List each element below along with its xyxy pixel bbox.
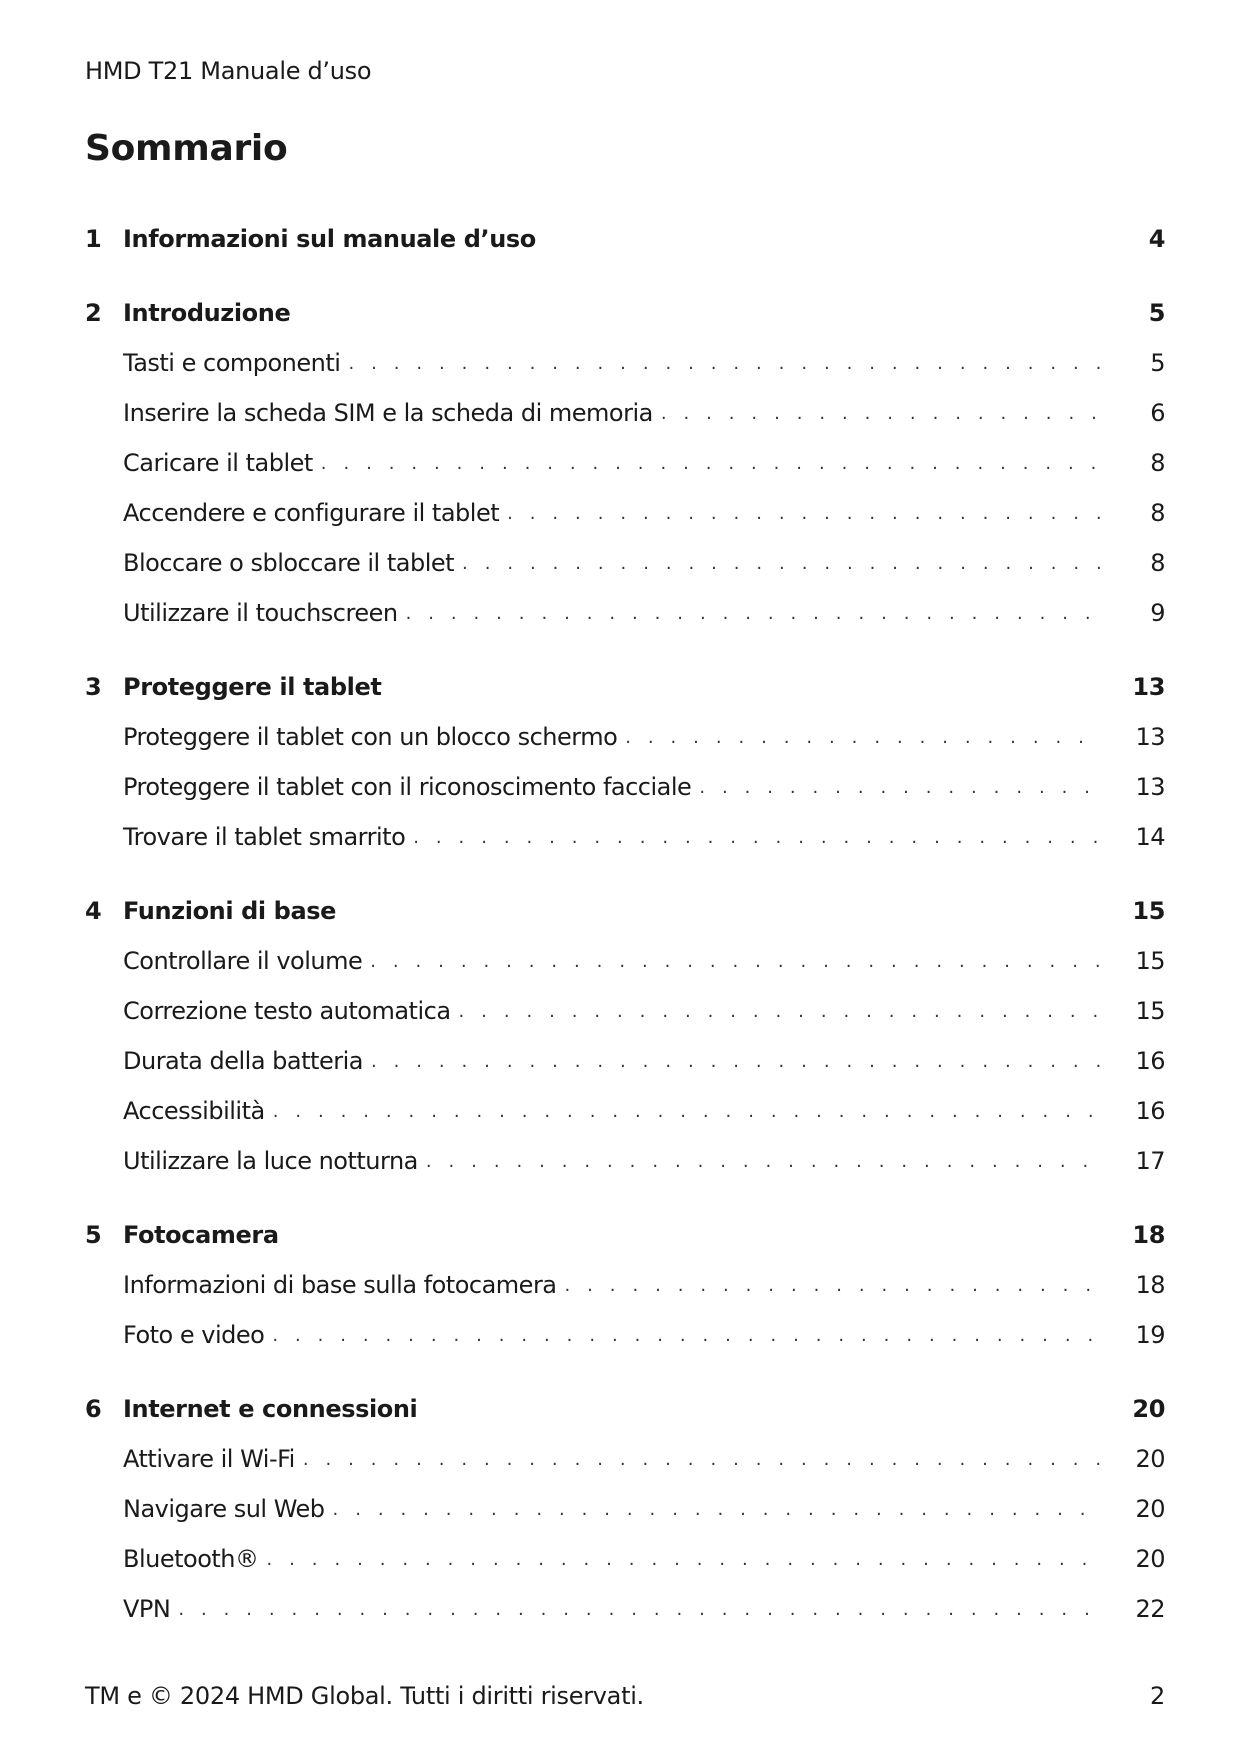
section-title: Funzioni di base bbox=[123, 897, 337, 925]
toc-section-heading[interactable] bbox=[85, 1384, 1165, 1434]
entry-title: Accessibilità bbox=[123, 1097, 265, 1125]
entry-page: 20 bbox=[1135, 1445, 1165, 1473]
dot-leader bbox=[371, 1051, 1101, 1072]
entry-page: 13 bbox=[1135, 773, 1165, 801]
page-footer bbox=[85, 1682, 1165, 1710]
entry-title: Durata della batteria bbox=[123, 1047, 363, 1075]
section-number: 1 bbox=[85, 225, 102, 253]
entry-title: Tasti e componenti bbox=[123, 349, 341, 377]
section-title: Informazioni sul manuale d’uso bbox=[123, 225, 536, 253]
entry-title: Attivare il Wi-Fi bbox=[123, 1445, 295, 1473]
toc-entry[interactable] bbox=[85, 1036, 1165, 1086]
toc-section-heading[interactable] bbox=[85, 662, 1165, 712]
dot-leader bbox=[406, 603, 1101, 624]
page-title: Sommario bbox=[85, 128, 288, 169]
entry-page: 18 bbox=[1135, 1271, 1165, 1299]
dot-leader bbox=[413, 827, 1101, 848]
entry-title: Accendere e configurare il tablet bbox=[123, 499, 500, 527]
dot-leader bbox=[267, 1549, 1101, 1570]
entry-page: 20 bbox=[1135, 1545, 1165, 1573]
entry-title: Controllare il volume bbox=[123, 947, 363, 975]
toc-entry[interactable] bbox=[85, 1310, 1165, 1360]
toc-entry[interactable] bbox=[85, 1136, 1165, 1186]
entry-page: 8 bbox=[1150, 499, 1165, 527]
toc-section bbox=[85, 288, 1165, 638]
section-title: Fotocamera bbox=[123, 1221, 279, 1249]
entry-title: Bloccare o sbloccare il tablet bbox=[123, 549, 455, 577]
toc-section-heading[interactable] bbox=[85, 288, 1165, 338]
toc-entry[interactable] bbox=[85, 1086, 1165, 1136]
section-number: 5 bbox=[85, 1221, 102, 1249]
section-page: 4 bbox=[1148, 225, 1165, 253]
entry-title: VPN bbox=[123, 1595, 171, 1623]
entry-page: 15 bbox=[1135, 997, 1165, 1025]
section-number: 4 bbox=[85, 897, 102, 925]
section-page: 20 bbox=[1132, 1395, 1165, 1423]
entry-page: 13 bbox=[1135, 723, 1165, 751]
toc-section bbox=[85, 1210, 1165, 1360]
section-number: 6 bbox=[85, 1395, 102, 1423]
toc-section bbox=[85, 886, 1165, 1186]
entry-title: Proteggere il tablet con il riconoscimento facciale bbox=[123, 773, 692, 801]
dot-leader bbox=[661, 403, 1101, 424]
toc-entry[interactable] bbox=[85, 1260, 1165, 1310]
toc-section-heading[interactable] bbox=[85, 214, 1165, 264]
entry-title: Foto e video bbox=[123, 1321, 265, 1349]
toc-entry[interactable] bbox=[85, 1434, 1165, 1484]
toc-entry[interactable] bbox=[85, 588, 1165, 638]
entry-title: Trovare il tablet smarrito bbox=[123, 823, 406, 851]
dot-leader bbox=[272, 1325, 1101, 1346]
section-page: 13 bbox=[1132, 673, 1165, 701]
document-header: HMD T21 Manuale d’uso bbox=[85, 57, 372, 85]
section-page: 5 bbox=[1148, 299, 1165, 327]
entry-title: Caricare il tablet bbox=[123, 449, 313, 477]
entry-title: Inserire la scheda SIM e la scheda di memoria bbox=[123, 399, 653, 427]
dot-leader bbox=[565, 1275, 1101, 1296]
toc-entry[interactable] bbox=[85, 338, 1165, 388]
dot-leader bbox=[178, 1599, 1101, 1620]
entry-page: 19 bbox=[1135, 1321, 1165, 1349]
entry-title: Navigare sul Web bbox=[123, 1495, 325, 1523]
entry-page: 15 bbox=[1135, 947, 1165, 975]
entry-page: 14 bbox=[1135, 823, 1165, 851]
dot-leader bbox=[321, 453, 1101, 474]
toc-section bbox=[85, 1384, 1165, 1634]
entry-title: Utilizzare la luce notturna bbox=[123, 1147, 418, 1175]
section-page: 15 bbox=[1132, 897, 1165, 925]
entry-title: Informazioni di base sulla fotocamera bbox=[123, 1271, 557, 1299]
entry-title: Bluetooth® bbox=[123, 1545, 259, 1573]
toc-entry[interactable] bbox=[85, 936, 1165, 986]
entry-page: 17 bbox=[1135, 1147, 1165, 1175]
entry-page: 9 bbox=[1150, 599, 1165, 627]
toc-entry[interactable] bbox=[85, 1484, 1165, 1534]
table-of-contents bbox=[85, 214, 1165, 1658]
dot-leader bbox=[273, 1101, 1101, 1122]
toc-entry[interactable] bbox=[85, 438, 1165, 488]
toc-entry[interactable] bbox=[85, 712, 1165, 762]
toc-entry[interactable] bbox=[85, 986, 1165, 1036]
toc-entry[interactable] bbox=[85, 1584, 1165, 1634]
dot-leader bbox=[348, 353, 1101, 374]
toc-entry[interactable] bbox=[85, 388, 1165, 438]
entry-title: Proteggere il tablet con un blocco schermo bbox=[123, 723, 618, 751]
entry-page: 22 bbox=[1135, 1595, 1165, 1623]
dot-leader bbox=[459, 1001, 1101, 1022]
toc-entry[interactable] bbox=[85, 1534, 1165, 1584]
entry-title: Utilizzare il touchscreen bbox=[123, 599, 398, 627]
section-title: Internet e connessioni bbox=[123, 1395, 418, 1423]
toc-entry[interactable] bbox=[85, 762, 1165, 812]
dot-leader bbox=[333, 1499, 1101, 1520]
toc-entry[interactable] bbox=[85, 488, 1165, 538]
dot-leader bbox=[699, 777, 1101, 798]
dot-leader bbox=[507, 503, 1101, 524]
entry-title: Correzione testo automatica bbox=[123, 997, 451, 1025]
section-number: 2 bbox=[85, 299, 102, 327]
toc-section bbox=[85, 662, 1165, 862]
section-title: Introduzione bbox=[123, 299, 291, 327]
entry-page: 8 bbox=[1150, 449, 1165, 477]
toc-section-heading[interactable] bbox=[85, 1210, 1165, 1260]
entry-page: 5 bbox=[1150, 349, 1165, 377]
toc-entry[interactable] bbox=[85, 812, 1165, 862]
section-page: 18 bbox=[1132, 1221, 1165, 1249]
entry-page: 8 bbox=[1150, 549, 1165, 577]
toc-section-heading[interactable] bbox=[85, 886, 1165, 936]
dot-leader bbox=[426, 1151, 1101, 1172]
dot-leader bbox=[370, 951, 1101, 972]
entry-page: 16 bbox=[1135, 1097, 1165, 1125]
dot-leader bbox=[625, 727, 1101, 748]
entry-page: 6 bbox=[1150, 399, 1165, 427]
dot-leader bbox=[462, 553, 1101, 574]
section-number: 3 bbox=[85, 673, 102, 701]
footer-page-number: 2 bbox=[1150, 1682, 1165, 1710]
dot-leader bbox=[303, 1449, 1101, 1470]
toc-entry[interactable] bbox=[85, 538, 1165, 588]
section-title: Proteggere il tablet bbox=[123, 673, 382, 701]
entry-page: 16 bbox=[1135, 1047, 1165, 1075]
toc-section bbox=[85, 214, 1165, 264]
footer-copyright: TM e © 2024 HMD Global. Tutti i diritti riservati. bbox=[85, 1682, 644, 1710]
entry-page: 20 bbox=[1135, 1495, 1165, 1523]
